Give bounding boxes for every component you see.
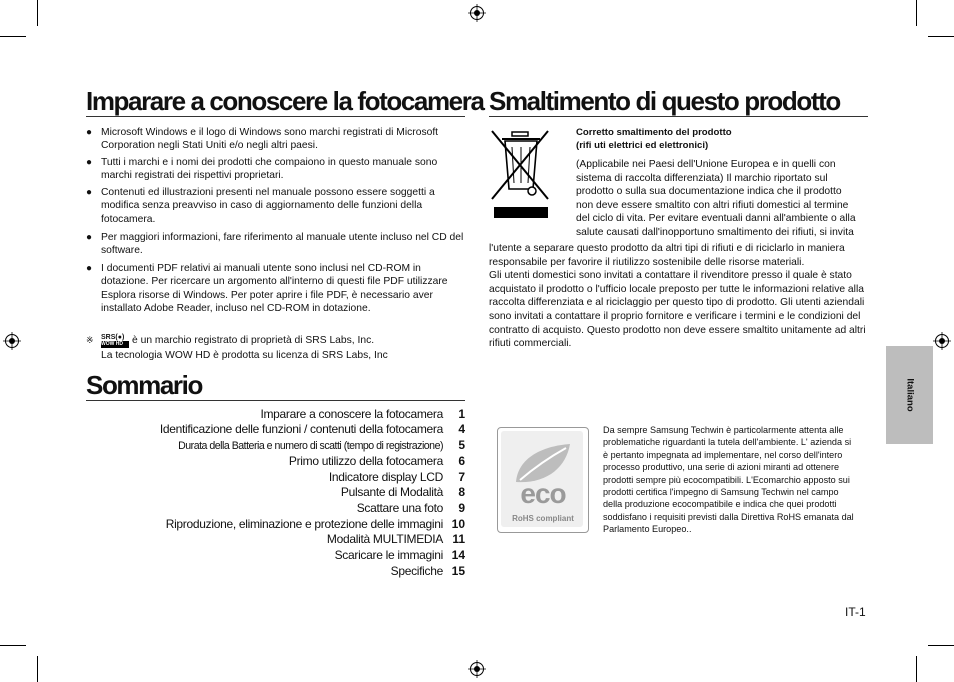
crop-mark [37, 656, 38, 682]
page-number: IT-1 [845, 605, 866, 619]
disposal-text: l'utente a separare questo prodotto da altri tipi di rifiuti e di riciclarlo in maniera responsabile per favorire il riutilizzo sostenibile delle risorse materiali. Gli utenti domestici sono invitati a contattare il rivenditore presso il quale è stato acquistato il prodotto o l'ufficio locale preposto per tutte le informazioni relative alla raccolta differenziata e al riciclaggio per questo tipo di prodotto. Gli utenti aziendali sono invitati a contattare il proprio fornitore e verificare i termini e le condizioni del contratto di acquisto. Questo prodotto non deve essere smaltito unitamente ad altri rifiuti commerciali. [489, 243, 866, 350]
crop-mark [37, 0, 38, 26]
toc-entry[interactable]: Modalità MULTIMEDIA 11 [326, 532, 465, 546]
crop-mark [916, 0, 917, 26]
toc-title: Sommario [86, 370, 202, 400]
crop-mark [916, 656, 917, 682]
toc-entry[interactable]: Pulsante di Modalità 8 [340, 485, 465, 499]
note-mark: ※ [86, 335, 94, 345]
toc-entry[interactable]: Scaricare le immagini 14 [334, 548, 465, 562]
toc-entry[interactable]: Durata della Batteria e numero di scatti (tempo di registrazione) 5 [178, 438, 465, 452]
crossed-bin-icon [490, 127, 552, 221]
registration-mark-icon [3, 332, 21, 350]
disposal-subtitle: Corretto smaltimento del prodotto (rifi uti elettrici ed elettronici) [576, 127, 732, 151]
section-title: Smaltimento di questo prodotto [489, 86, 840, 116]
section-title: Imparare a conoscere la fotocamera [86, 86, 484, 116]
list-item: ● Microsoft Windows e il logo di Windows sono marchi registrati di Microsoft Corporation negli Stati Uniti e/o negli altri paesi. [86, 127, 439, 152]
list-item: ● Contenuti ed illustrazioni presenti nel manuale possono essere soggetti a modifica senza preavviso in caso di aggiornamento delle funzioni della fotocamera. [86, 187, 435, 225]
crop-mark [928, 645, 954, 646]
eco-logo [497, 427, 589, 533]
registration-mark-icon [468, 4, 486, 22]
disposal-text: (Applicabile nei Paesi dell'Unione Europea e in quelli con sistema di raccolta differenziata) Il marchio riportato sul prodotto o sulla sua documentazione indica che il prodotto non deve essere smaltito con altri rifiuti domestici al termine del ciclo di vita. Per evitare eventuali danni all'ambiente o alla salute causati dall'inopportuno smaltimento dei rifiuti, si invita [576, 159, 856, 238]
eco-description: Da sempre Samsung Techwin è particolarmente attenta alle problematiche riguardanti la tutela dell'ambiente. L' azienda si è pertanto impegnata ad implementare, nel corso dell'intero processo produttivo, una serie di azioni miranti ad ottenere prodotti sempre più ecocompatibili. L'Ecomarchio apposto sui prodotti certifica l'impegno di Samsung Techwin nel campo della produzione ecocompatibile e indica che quei prodotti soddisfano i requisiti previsti dalla Direttiva RoHS emanata dal Parlamento Europeo.. [603, 425, 854, 535]
title-rule [86, 400, 465, 401]
note-text: La tecnologia WOW HD è prodotta su licenza di SRS Labs, Inc [101, 350, 388, 361]
toc-entry[interactable]: Imparare a conoscere la fotocamera 1 [260, 407, 465, 421]
language-tab: Italiano [886, 346, 933, 444]
note-text: è un marchio registrato di proprietà di SRS Labs, Inc. [132, 335, 375, 346]
crop-mark [928, 36, 954, 37]
registration-mark-icon [468, 660, 486, 678]
toc-entry[interactable]: Specifiche 15 [390, 564, 465, 578]
toc-entry[interactable]: Identificazione delle funzioni / contenuti della fotocamera 4 [159, 422, 465, 436]
registration-mark-icon [933, 332, 951, 350]
list-item: ● Tutti i marchi e i nomi dei prodotti che compaiono in questo manuale sono marchi registrati dei rispettivi proprietari. [86, 157, 438, 182]
title-rule [86, 116, 465, 117]
list-item: ● Per maggiori informazioni, fare riferimento al manuale utente incluso nel CD del software. [86, 232, 464, 257]
toc-entry[interactable]: Scattare una foto 9 [356, 501, 465, 515]
toc-entry[interactable]: Indicatore display LCD 7 [328, 470, 465, 484]
eco-word: eco [520, 478, 566, 509]
toc-entry[interactable]: Riproduzione, eliminazione e protezione delle immagini 10 [165, 517, 465, 531]
title-rule [489, 116, 868, 117]
crop-mark [0, 36, 26, 37]
crop-mark [0, 645, 26, 646]
rohs-label: RoHS compliant [512, 514, 574, 523]
list-item: ● I documenti PDF relativi ai manuali utente sono inclusi nel CD-ROM in dotazione. Per ricercare un argomento all'interno di questi file PDF utilizzare Esplora risorse di Windows. Per poter aprire i file PDF, è necessario aver installato Adobe Reader, incluso nel CD-ROM in dotazione. [86, 263, 448, 315]
srs-logo: SRS(●) WOW HD [101, 334, 129, 348]
toc-entry[interactable]: Primo utilizzo della fotocamera 6 [288, 454, 465, 468]
